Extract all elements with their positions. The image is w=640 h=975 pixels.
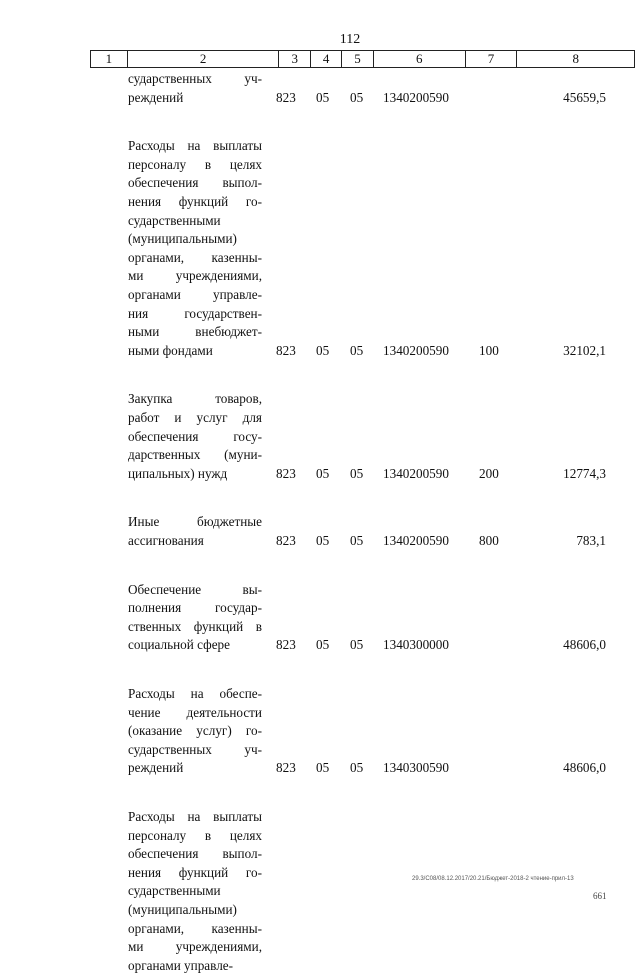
description-line: органами управле- (128, 957, 234, 973)
description-line: реждений (128, 89, 184, 105)
description-line: обеспечения выпол- (128, 846, 262, 862)
description-line: ными внебюджет- (128, 324, 262, 340)
row-column-5: 05 (350, 465, 364, 481)
row-column-5: 05 (350, 532, 364, 548)
row-column-4: 05 (316, 89, 330, 105)
row-description (128, 137, 262, 360)
description-line: Расходы на выплаты (128, 808, 262, 824)
description-line: Иные бюджетные (128, 514, 262, 530)
row-column-5: 05 (350, 637, 364, 653)
description-line: ными фондами (128, 342, 213, 358)
row-description (128, 808, 262, 975)
page-number: 112 (339, 32, 361, 47)
description-line: Расходы на обеспе- (128, 685, 262, 701)
row-column-3: 823 (276, 89, 296, 105)
description-line: персоналу в целях (128, 827, 262, 843)
header-cell-7: 7 (466, 51, 518, 67)
description-line: ми учреждениями, (128, 268, 262, 284)
table-header-row (90, 50, 635, 68)
description-line: сударственных уч- (128, 71, 262, 86)
row-column-4: 05 (316, 637, 330, 653)
description-line: ственных функций в (128, 618, 262, 634)
row-column-3: 823 (276, 342, 296, 358)
row-column-8: 45659,5 (563, 89, 606, 105)
row-description (128, 513, 262, 550)
description-line: дарственных (муни- (128, 447, 262, 463)
row-column-6: 1340300590 (383, 760, 449, 776)
row-description (128, 685, 262, 778)
row-column-8: 48606,0 (563, 637, 606, 653)
description-line: Расходы на выплаты (128, 138, 262, 154)
row-column-5: 05 (350, 89, 364, 105)
table-row (0, 390, 640, 513)
description-line: работ и услуг для (128, 409, 262, 425)
description-line: (оказание услуг) го- (128, 723, 262, 739)
row-column-6: 1340200590 (383, 532, 449, 548)
header-cell-6: 6 (374, 51, 466, 67)
description-line: обеспечения выпол- (128, 175, 262, 191)
description-line: реждений (128, 760, 184, 776)
row-column-6: 1340200590 (383, 342, 449, 358)
table-row (0, 70, 640, 137)
description-line: нения функций го- (128, 193, 262, 209)
header-cell-1: 1 (91, 51, 128, 67)
description-line: сударственных уч- (128, 741, 262, 757)
description-line: обеспечения госу- (128, 428, 262, 444)
row-column-3: 823 (276, 760, 296, 776)
row-column-7: 100 (479, 342, 499, 358)
row-column-3: 823 (276, 532, 296, 548)
description-line: органами управле- (128, 286, 262, 302)
description-line: сударственными (128, 883, 221, 899)
description-line: (муниципальными) (128, 231, 237, 247)
row-column-3: 823 (276, 637, 296, 653)
row-column-8: 48606,0 (563, 760, 606, 776)
description-line: органами, казенны- (128, 249, 262, 265)
description-line: Закупка товаров, (128, 391, 262, 407)
description-line: органами, казенны- (128, 920, 262, 936)
row-column-3: 823 (276, 465, 296, 481)
row-column-6: 1340200590 (383, 89, 449, 105)
table-row (0, 513, 640, 580)
header-cell-5: 5 (342, 51, 374, 67)
row-description (128, 70, 262, 107)
table-body (0, 70, 640, 975)
row-column-4: 05 (316, 342, 330, 358)
description-line: социальной сфере (128, 637, 230, 653)
description-line: Обеспечение вы- (128, 581, 262, 597)
description-line: полнения государ- (128, 600, 262, 616)
row-column-7: 200 (479, 465, 499, 481)
description-line: ассигнования (128, 532, 204, 548)
row-description (128, 581, 262, 655)
footer-mark: 661 (593, 891, 607, 901)
header-cell-3: 3 (279, 51, 311, 67)
row-column-4: 05 (316, 760, 330, 776)
row-column-7: 800 (479, 532, 499, 548)
header-cell-8: 8 (572, 51, 579, 66)
row-column-8: 12774,3 (563, 465, 606, 481)
table-row (0, 808, 640, 975)
table-row (0, 581, 640, 685)
footer-note: 29.3/С08/08.12.2017/20.21/Бюджет-2018-2 чтение-прил-13 (412, 876, 574, 882)
description-line: сударственными (128, 212, 221, 228)
table-row (0, 137, 640, 390)
description-line: нения функций го- (128, 864, 262, 880)
row-column-6: 1340300000 (383, 637, 449, 653)
row-column-8: 783,1 (576, 532, 606, 548)
description-line: ципальных) нужд (128, 465, 228, 481)
header-cell-2: 2 (128, 51, 279, 67)
description-line: (муниципальными) (128, 901, 237, 917)
description-line: ния государствен- (128, 305, 262, 321)
row-column-6: 1340200590 (383, 465, 449, 481)
description-line: ми учреждениями, (128, 939, 262, 955)
row-column-8: 32102,1 (563, 342, 606, 358)
header-cell-4: 4 (311, 51, 342, 67)
description-line: персоналу в целях (128, 156, 262, 172)
row-column-5: 05 (350, 342, 364, 358)
row-column-4: 05 (316, 465, 330, 481)
row-column-4: 05 (316, 532, 330, 548)
table-row (0, 685, 640, 808)
row-description (128, 390, 262, 483)
description-line: чение деятельности (128, 704, 262, 720)
row-column-5: 05 (350, 760, 364, 776)
